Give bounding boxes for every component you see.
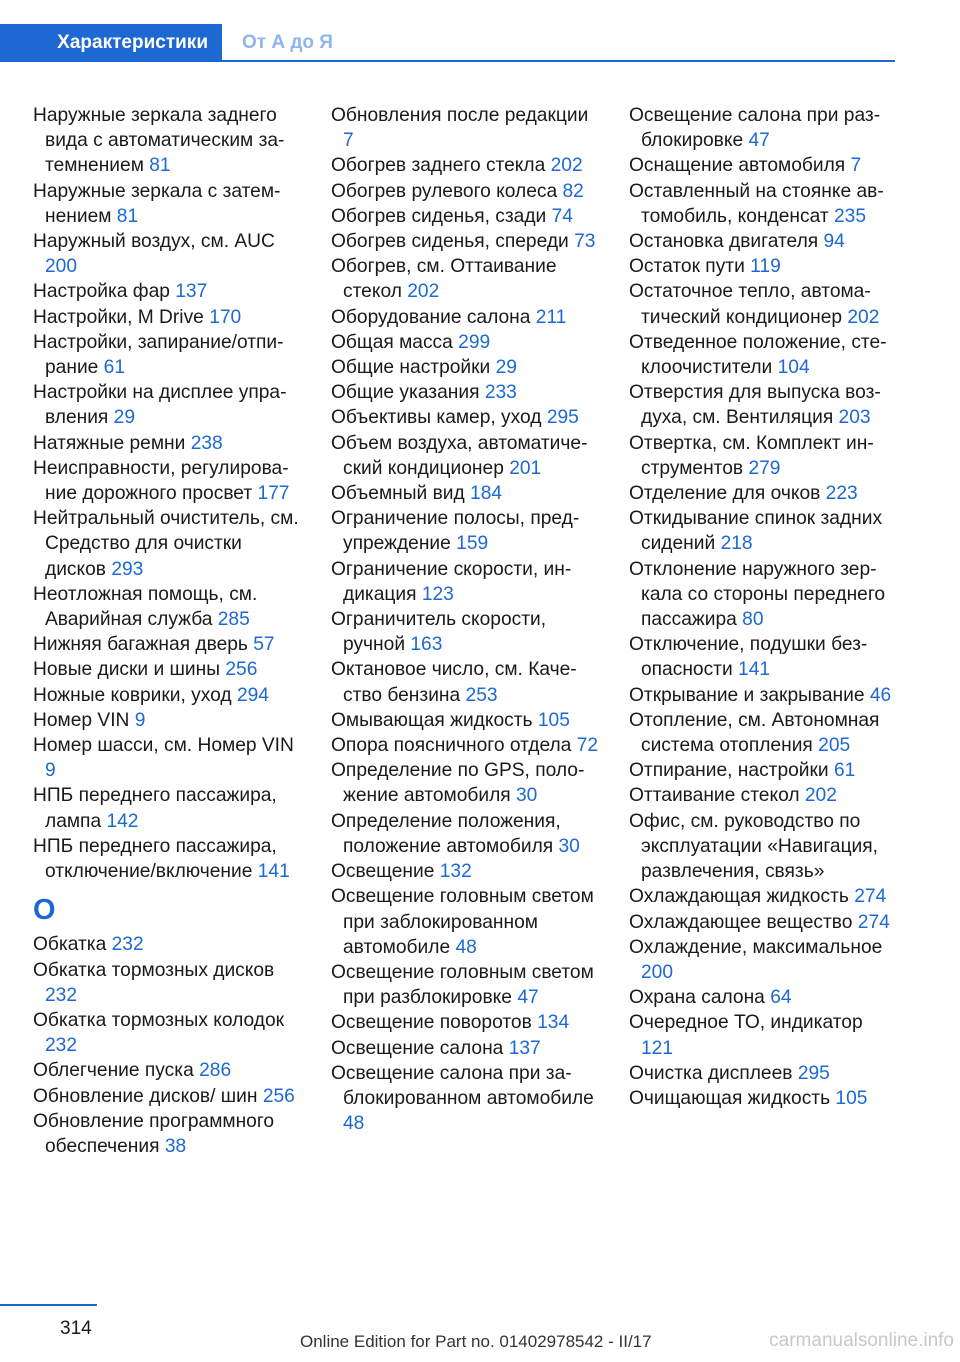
entry-term: Откидывание спинок задних сидений xyxy=(629,508,883,555)
entry-term: Очистка дисплеев xyxy=(629,1062,793,1084)
entry-term: Освещение головным светом при разблокировке xyxy=(331,961,594,1009)
index-entry xyxy=(629,809,897,885)
index-entry xyxy=(331,254,601,304)
index-entry xyxy=(33,305,303,330)
page-link[interactable]: 123 xyxy=(421,583,454,605)
page-link[interactable]: 9 xyxy=(134,709,146,731)
page-link[interactable]: 170 xyxy=(209,306,242,328)
index-entry xyxy=(331,431,601,481)
index-entry xyxy=(331,103,601,153)
page-link[interactable]: 119 xyxy=(750,256,781,278)
page-link[interactable]: 30 xyxy=(558,835,580,857)
page-link[interactable]: 137 xyxy=(508,1037,541,1059)
page-link[interactable]: 9 xyxy=(45,760,56,782)
page-link[interactable]: 256 xyxy=(225,659,258,681)
entry-term: Обкатка тормозных колодок xyxy=(33,1009,285,1031)
index-entry xyxy=(629,758,897,783)
entry-term: Оборудование салона xyxy=(331,306,531,328)
page-link[interactable]: 94 xyxy=(823,231,845,253)
index-entry xyxy=(331,1061,601,1137)
entry-term: Опора поясничного отдела xyxy=(331,735,572,757)
index-entry xyxy=(629,683,897,708)
page-link[interactable]: 299 xyxy=(458,331,491,353)
index-entry xyxy=(629,910,897,935)
entry-term: Остаточное тепло, автоматический кондиционер xyxy=(629,281,871,328)
chapter-header xyxy=(0,24,895,62)
index-column-3 xyxy=(629,103,897,1111)
page-link[interactable]: 74 xyxy=(551,205,573,227)
index-entry xyxy=(33,380,303,430)
page-link[interactable]: 205 xyxy=(818,735,851,757)
page-link[interactable]: 294 xyxy=(236,684,269,706)
index-entry xyxy=(331,758,601,808)
entry-term: Освещение салона при разблокировке xyxy=(629,105,881,152)
entry-term: Отверстия для выпуска воздуха, см. Вентиляция xyxy=(629,382,881,429)
index-entry xyxy=(629,884,897,909)
page-link[interactable]: 104 xyxy=(777,357,810,379)
page-link[interactable]: 7 xyxy=(850,155,862,177)
index-entry xyxy=(629,557,897,633)
entry-term: Общая масса xyxy=(331,331,453,353)
page-link[interactable]: 105 xyxy=(537,709,570,731)
page-link[interactable]: 256 xyxy=(262,1085,295,1107)
entry-term: Отклонение наружного зеркала со стороны переднего пассажира xyxy=(629,558,886,631)
page-link[interactable]: 218 xyxy=(720,533,753,555)
entry-term: Освещение головным светом при заблокированном автомобиле xyxy=(331,886,594,958)
entry-term: Настройка фар xyxy=(33,281,170,303)
index-entry xyxy=(33,103,303,179)
index-entry xyxy=(33,834,303,884)
entry-term: Ограничение полосы, предупреждение xyxy=(331,508,580,555)
index-entry xyxy=(629,708,897,758)
index-entry xyxy=(33,1058,303,1083)
index-entry xyxy=(33,1084,303,1109)
entry-term: Обогрев сиденья, спереди xyxy=(331,231,569,253)
index-entry xyxy=(629,431,897,481)
index-entry xyxy=(331,809,601,859)
page-link[interactable]: 184 xyxy=(470,483,503,505)
entry-term: Отведенное положение, стеклоочистители xyxy=(629,331,887,379)
index-entry xyxy=(629,1010,897,1060)
page-link[interactable]: 274 xyxy=(854,886,887,908)
index-entry xyxy=(629,229,897,254)
index-entry xyxy=(629,783,897,808)
entry-term: Облегчение пуска xyxy=(33,1060,194,1082)
entry-term: Обновления после редакции xyxy=(331,105,589,126)
index-entry xyxy=(331,305,601,330)
entry-term: НПБ переднего пассажира, отключение/включение xyxy=(33,835,277,883)
entry-term: Настройки, M Drive xyxy=(33,306,204,328)
entry-term: Остановка двигателя xyxy=(629,231,819,253)
entry-term: Новые диски и шины xyxy=(33,659,221,681)
page-link[interactable]: 81 xyxy=(116,205,139,227)
entry-term: Отвертка, см. Комплект инструментов xyxy=(629,432,874,479)
page-link[interactable]: 202 xyxy=(847,306,880,328)
page-link[interactable]: 163 xyxy=(410,634,443,656)
page-link[interactable]: 203 xyxy=(838,407,871,429)
index-entry xyxy=(33,456,303,506)
index-entry xyxy=(629,153,897,178)
page-link[interactable]: 232 xyxy=(111,934,144,956)
index-entry xyxy=(33,431,303,456)
index-entry xyxy=(331,204,601,229)
entry-term: Обкатка xyxy=(33,934,107,956)
index-entry xyxy=(33,708,303,733)
index-entry xyxy=(331,708,601,733)
page-link[interactable]: 232 xyxy=(45,984,78,1006)
entry-term: Оставленный на стоянке автомобиль, конденсат xyxy=(629,180,884,227)
entry-term: Освещение xyxy=(331,861,435,883)
entry-term: Неисправности, регулирование дорожного просвет xyxy=(33,457,289,505)
page-link[interactable]: 223 xyxy=(825,483,858,505)
page-link[interactable]: 80 xyxy=(742,609,764,631)
index-entry xyxy=(331,380,601,405)
tab-characteristics[interactable]: Характеристики xyxy=(0,24,222,62)
entry-term: Отключение, подушки безопасности xyxy=(629,634,868,681)
footer-rule xyxy=(0,1304,97,1306)
index-entry xyxy=(33,330,303,380)
index-entry xyxy=(331,859,601,884)
index-entry xyxy=(331,557,601,607)
entry-term: Нейтральный очиститель, см. Средство для очистки дисков xyxy=(33,508,299,580)
index-entry xyxy=(331,330,601,355)
index-entry xyxy=(33,279,303,304)
index-entry xyxy=(331,1036,601,1061)
page-link[interactable]: 201 xyxy=(509,457,542,479)
entry-term: Настройки на дисплее управления xyxy=(33,382,287,429)
page-link[interactable]: 141 xyxy=(738,659,771,681)
page-link[interactable]: 159 xyxy=(456,533,489,555)
page-link[interactable]: 48 xyxy=(343,1113,365,1135)
entry-term: Оттаивание стекол xyxy=(629,785,800,807)
page-link[interactable]: 57 xyxy=(253,634,275,656)
index-entry xyxy=(331,607,601,657)
page-link[interactable]: 202 xyxy=(407,281,440,303)
page-link[interactable]: 253 xyxy=(465,684,498,706)
index-entry xyxy=(629,103,897,153)
index-entry xyxy=(33,632,303,657)
entry-term: Номер VIN xyxy=(33,709,130,731)
entry-term: Объективы камер, уход xyxy=(331,407,542,429)
entry-term: Ограничитель скорости, ручной xyxy=(331,609,547,656)
index-entry xyxy=(629,1061,897,1086)
page-link[interactable]: 7 xyxy=(343,130,354,152)
entry-term: Охрана салона xyxy=(629,987,765,1009)
entry-term: Наружный воздух, см. AUC xyxy=(33,231,275,253)
entry-term: Обогрев сиденья, сзади xyxy=(331,205,547,227)
page-link[interactable]: 293 xyxy=(111,558,144,580)
index-entry xyxy=(33,783,303,833)
index-entry xyxy=(331,229,601,254)
page-link[interactable]: 211 xyxy=(535,306,567,328)
entry-term: Открывание и закрывание xyxy=(629,684,865,706)
index-entry xyxy=(33,683,303,708)
index-entry xyxy=(629,380,897,430)
entry-term: Определение положения, положение автомобиля xyxy=(331,810,561,857)
entry-term: Обкатка тормозных дисков xyxy=(33,959,275,981)
page-link[interactable]: 105 xyxy=(835,1087,868,1109)
entry-term: Обогрев, см. Оттаивание стекол xyxy=(331,256,557,303)
index-entry xyxy=(33,506,303,582)
watermark: carmanualsonline.info xyxy=(769,1330,954,1351)
index-entry xyxy=(33,657,303,682)
page-link[interactable]: 202 xyxy=(550,155,583,177)
index-entry xyxy=(331,481,601,506)
index-entry xyxy=(33,932,303,957)
entry-term: Октановое число, см. Качество бензина xyxy=(331,659,577,706)
page-link[interactable]: 279 xyxy=(748,457,781,479)
index-entry xyxy=(629,179,897,229)
page-link[interactable]: 238 xyxy=(190,432,223,454)
page-link[interactable]: 73 xyxy=(574,231,596,253)
page-link[interactable]: 29 xyxy=(113,407,136,429)
index-entry xyxy=(331,960,601,1010)
page-link[interactable]: 121 xyxy=(641,1037,674,1059)
entry-term: Нижняя багажная дверь xyxy=(33,634,248,656)
header-rule xyxy=(222,60,895,62)
page-link[interactable]: 295 xyxy=(797,1062,830,1084)
page-link[interactable]: 46 xyxy=(869,684,892,706)
entry-term: Наружные зеркала с затемнением xyxy=(33,180,281,227)
page-link[interactable]: 202 xyxy=(804,785,837,807)
entry-term: Охлаждающее вещество xyxy=(629,911,853,933)
index-entry xyxy=(629,330,897,380)
index-entry xyxy=(629,935,897,985)
index-entry xyxy=(331,153,601,178)
page-link[interactable]: 295 xyxy=(546,407,579,429)
page-link[interactable]: 137 xyxy=(175,281,208,303)
index-entry xyxy=(331,355,601,380)
entry-term: Очередное ТО, индикатор xyxy=(629,1012,863,1034)
entry-term: Неотложная помощь, см. Аварийная служба xyxy=(33,583,258,631)
page-link[interactable]: 200 xyxy=(641,961,674,983)
index-entry xyxy=(33,179,303,229)
page-link[interactable]: 81 xyxy=(149,155,171,177)
entry-term: Объемный вид xyxy=(331,483,465,505)
entry-term: Обогрев заднего стекла xyxy=(331,155,546,177)
entry-term: Освещение салона при заблокированном автомобиле xyxy=(331,1062,594,1109)
index-entry xyxy=(331,657,601,707)
entry-term: Омывающая жидкость xyxy=(331,709,533,731)
index-column-2 xyxy=(331,103,601,1136)
page-link[interactable]: 38 xyxy=(164,1135,187,1157)
page-link[interactable]: 48 xyxy=(455,936,477,958)
index-entry xyxy=(33,1109,303,1159)
index-entry xyxy=(629,279,897,329)
entry-term: Освещение поворотов xyxy=(331,1012,532,1034)
index-column-1 xyxy=(33,103,303,1159)
page-link[interactable]: 177 xyxy=(257,483,290,505)
index-entry xyxy=(331,179,601,204)
page-link[interactable]: 274 xyxy=(857,911,890,933)
entry-term: Определение по GPS, положение автомобиля xyxy=(331,760,585,807)
entry-term: НПБ переднего пассажира, лампа xyxy=(33,785,277,832)
page-link[interactable]: 61 xyxy=(833,760,856,782)
entry-term: Обновление программного обеспечения xyxy=(33,1110,275,1157)
entry-term: Общие указания xyxy=(331,382,480,404)
index-entry xyxy=(331,405,601,430)
entry-term: Объем воздуха, автоматический кондиционер xyxy=(331,432,588,479)
page-link[interactable]: 47 xyxy=(748,130,770,152)
entry-term: Отпирание, настройки xyxy=(629,760,829,782)
entry-term: Ограничение скорости, индикация xyxy=(331,558,572,605)
page-link[interactable]: 64 xyxy=(770,987,792,1009)
edition-note: Online Edition for Part no. 01402978542 - II/17 xyxy=(300,1332,652,1351)
page-number: 314 xyxy=(60,1318,92,1339)
index-entry xyxy=(331,1010,601,1035)
index-entry xyxy=(629,985,897,1010)
index-entry xyxy=(331,733,601,758)
entry-term: Оснащение автомобиля xyxy=(629,155,846,177)
entry-term: Наружные зеркала заднего вида с автоматическим затемнением xyxy=(33,105,285,177)
page-link[interactable]: 72 xyxy=(576,735,599,757)
entry-term: Очищающая жидкость xyxy=(629,1087,831,1109)
index-entry xyxy=(33,958,303,1008)
page-link[interactable]: 134 xyxy=(537,1012,570,1034)
index-entry xyxy=(331,884,601,960)
page-link[interactable]: 132 xyxy=(439,861,472,883)
page-link[interactable]: 29 xyxy=(495,357,517,379)
page-link[interactable]: 200 xyxy=(45,256,78,278)
section-letter: О xyxy=(33,894,56,927)
index-entry xyxy=(629,1086,897,1111)
entry-term: Общие настройки xyxy=(331,357,491,379)
entry-term: Ножные коврики, уход xyxy=(33,684,232,706)
entry-term: Обогрев рулевого колеса xyxy=(331,180,558,202)
page-link[interactable]: 233 xyxy=(484,382,517,404)
index-entry xyxy=(629,506,897,556)
entry-term: Отопление, см. Автономная система отопления xyxy=(629,709,880,757)
entry-term: Офис, см. руководство по эксплуатации «Навигация, развлечения, связь» xyxy=(629,810,878,883)
entry-term: Освещение салона xyxy=(331,1037,504,1059)
index-entry xyxy=(629,481,897,506)
tab-a-to-z[interactable]: От А до Я xyxy=(242,32,333,53)
index-entry xyxy=(331,506,601,556)
page-link[interactable]: 285 xyxy=(217,609,250,631)
page-link[interactable]: 142 xyxy=(106,810,139,832)
entry-term: Настройки, запирание/отпирание xyxy=(33,331,284,379)
index-entry xyxy=(629,632,897,682)
page-link[interactable]: 235 xyxy=(833,205,866,227)
page-link[interactable]: 141 xyxy=(257,861,290,883)
page-link[interactable]: 47 xyxy=(517,987,539,1009)
page-link[interactable]: 82 xyxy=(562,180,584,202)
entry-term: Охлаждающая жидкость xyxy=(629,886,849,908)
index-entry xyxy=(33,1008,303,1058)
page-link[interactable]: 286 xyxy=(199,1060,232,1082)
entry-term: Номер шасси, см. Номер VIN xyxy=(33,735,294,757)
index-entry xyxy=(33,229,303,279)
page-link[interactable]: 61 xyxy=(103,357,126,379)
index-entry xyxy=(33,733,303,783)
page-link[interactable]: 30 xyxy=(516,785,538,807)
entry-term: Обновление дисков/ шин xyxy=(33,1085,258,1107)
entry-term: Натяжные ремни xyxy=(33,432,186,454)
entry-term: Охлаждение, максимальное xyxy=(629,936,883,958)
index-entry xyxy=(629,254,897,279)
entry-term: Остаток пути xyxy=(629,256,745,278)
index-entry xyxy=(33,582,303,632)
entry-term: Отделение для очков xyxy=(629,483,821,505)
page-link[interactable]: 232 xyxy=(45,1035,78,1057)
